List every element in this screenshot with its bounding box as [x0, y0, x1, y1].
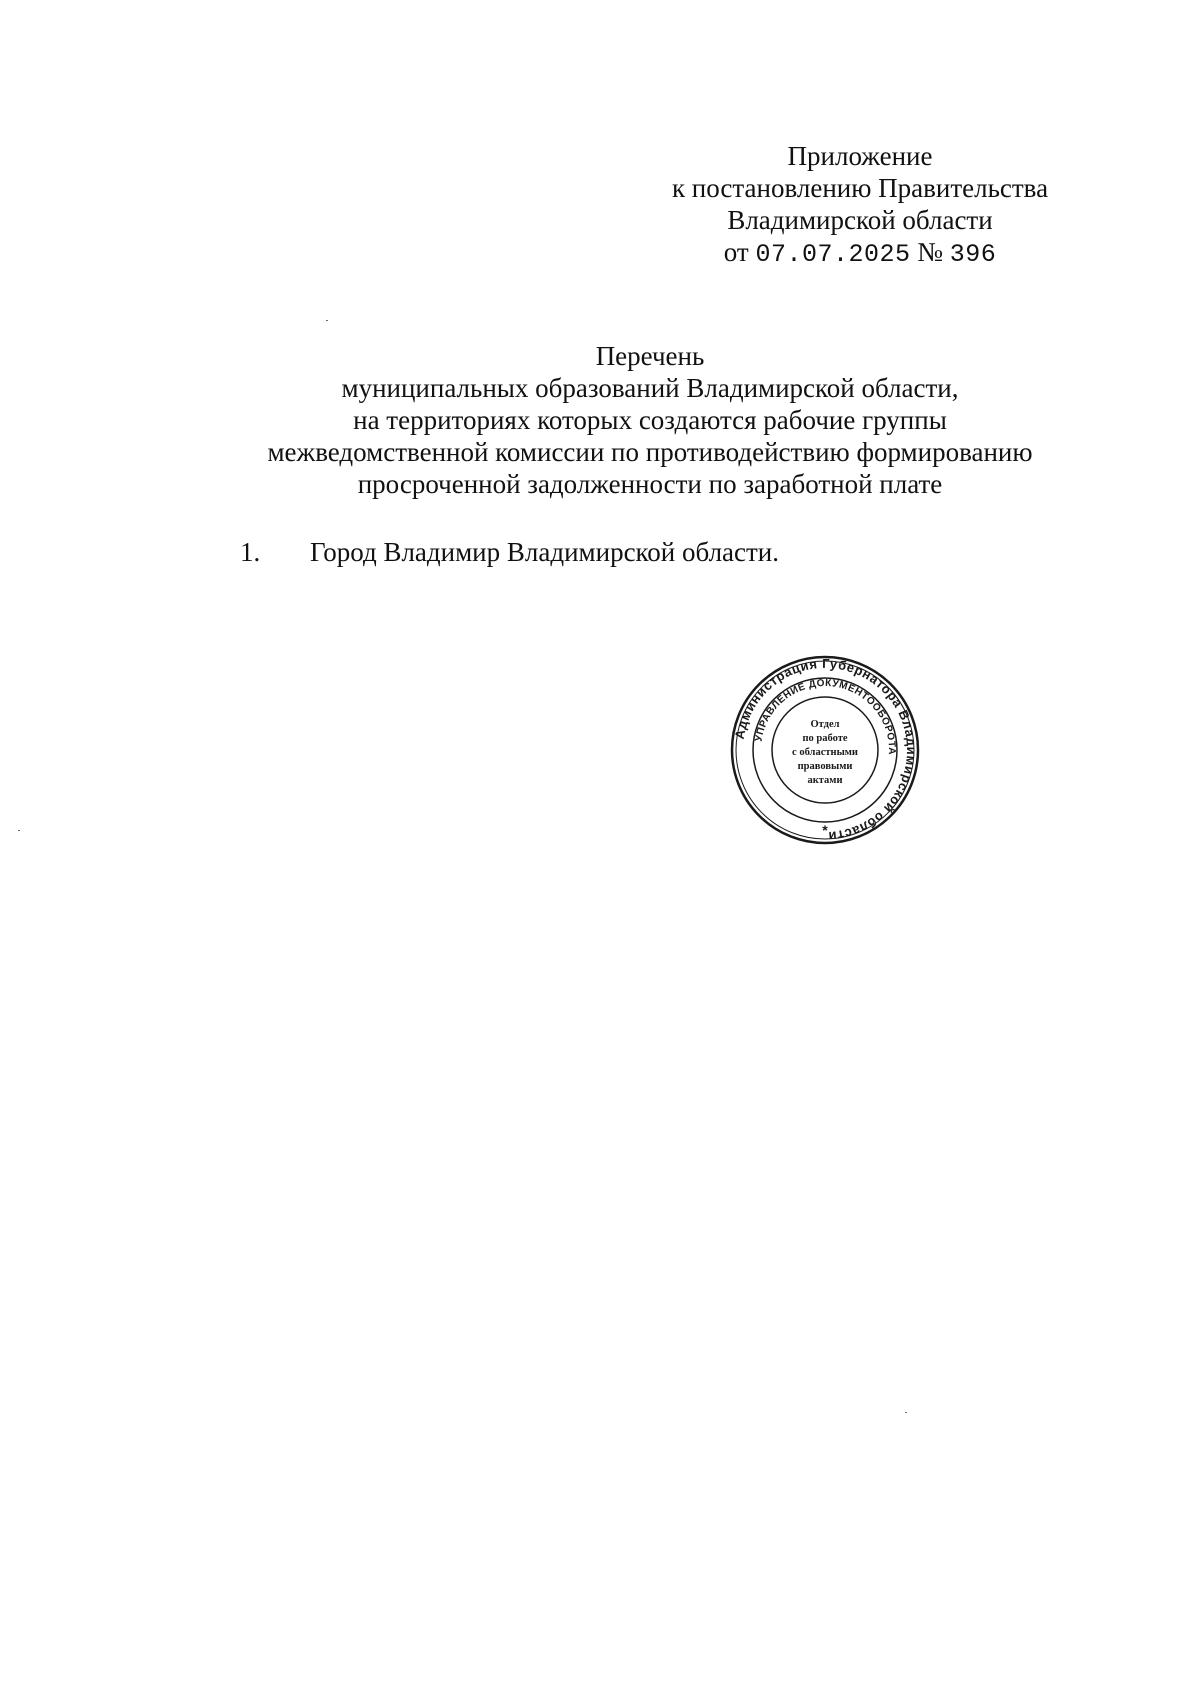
scan-speck: [18, 830, 20, 831]
svg-text:по работе: по работе: [802, 733, 848, 744]
scan-speck: [905, 1412, 907, 1413]
document-date: 07.07.2025: [755, 240, 911, 269]
appendix-header: [640, 140, 1080, 271]
title-line-5: просроченной задолженности по заработной плате: [357, 469, 943, 499]
document-title: [160, 340, 1140, 500]
title-line-3: на территориях которых создаются рабочие группы: [353, 405, 947, 435]
svg-text:Отдел: Отдел: [810, 719, 840, 730]
title-line-4: межведомственной комиссии по противодействию формированию: [267, 437, 1033, 467]
date-prefix: от: [723, 237, 749, 267]
appendix-region-line: Владимирской области: [727, 205, 993, 235]
svg-text:правовыми: правовыми: [797, 761, 853, 772]
svg-text:УПРАВЛЕНИЕ ДОКУМЕНТООБОРОТА: УПРАВЛЕНИЕ ДОКУМЕНТООБОРОТА: [753, 677, 898, 756]
appendix-date-number-line: [640, 236, 1080, 271]
list-item-text: Город Владимир Владимирской области.: [310, 537, 780, 567]
scan-speck: [326, 320, 328, 321]
official-stamp: [730, 655, 920, 845]
svg-text:актами: актами: [807, 775, 843, 786]
appendix-resolution-line: к постановлению Правительства: [671, 173, 1049, 203]
svg-text:Администрация Губернатора Влад: Администрация Губернатора Владимирской области: [731, 655, 920, 845]
svg-text:с областными: с областными: [792, 747, 858, 758]
title-line-1: Перечень: [595, 341, 705, 371]
svg-text:*: *: [822, 822, 828, 838]
title-line-2: муниципальных образований Владимирской области,: [341, 373, 959, 403]
document-number: 396: [949, 240, 997, 269]
appendix-label: Приложение: [787, 141, 933, 171]
stamp-seal-image: [730, 655, 920, 845]
list-item: [240, 536, 1140, 568]
number-sign: №: [917, 237, 943, 267]
municipality-list: [240, 536, 1140, 568]
list-item-number: 1.: [240, 537, 261, 567]
